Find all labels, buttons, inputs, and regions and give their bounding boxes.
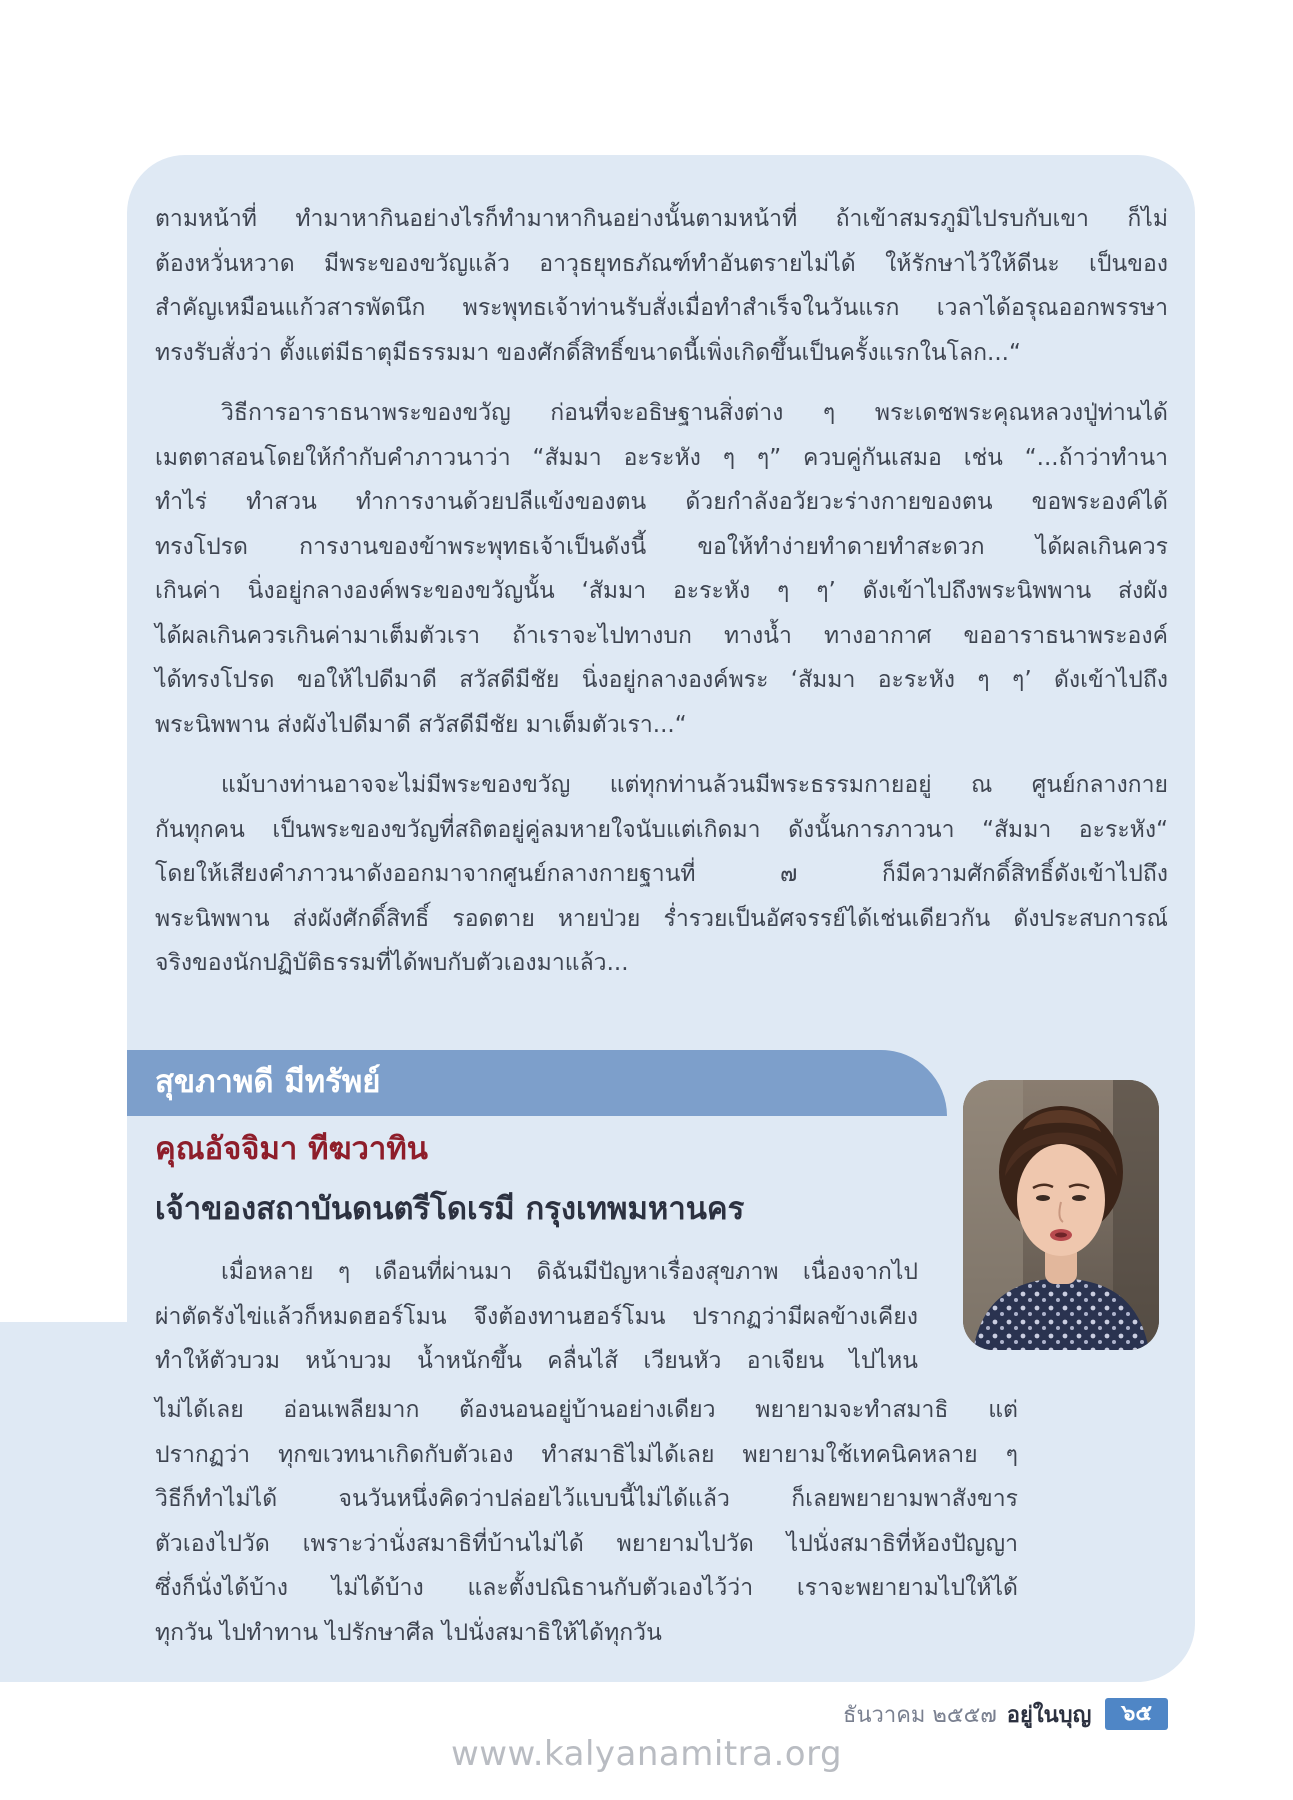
page-footer [843, 1697, 1168, 1731]
paragraph-2 [155, 391, 1168, 747]
text-line: สำคัญเหมือนแก้วสารพัดนึก พระพุทธเจ้าท่านรับสั่งเมื่อทำสำเร็จในวันแรก เวลาได้อรุณออกพรรษา [155, 295, 1168, 321]
text-line: ปรากฏว่า ทุกขเวทนาเกิดกับตัวเอง ทำสมาธิไม่ได้เลย พยายามใช้เทคนิคหลาย ๆ [155, 1441, 1018, 1468]
text-line: จริงของนักปฏิบัติธรรมที่ได้พบกับตัวเองมาแล้ว... [155, 950, 629, 976]
text-line: เกินค่า นิ่งอยู่กลางองค์พระของขวัญนั้น ‘สัมมา อะระหัง ๆ ๆ’ ดังเข้าไปถึงพระนิพพาน ส่งผัง [155, 578, 1168, 604]
text-line: ตัวเองไปวัด เพราะว่านั่งสมาธิที่บ้านไม่ได้ พยายามไปวัด ไปนั่งสมาธิที่ห้องปัญญา [155, 1530, 1018, 1557]
text-line: ตามหน้าที่ ทำมาหากินอย่างไรก็ทำมาหากินอย่างนั้นตามหน้าที่ ถ้าเข้าสมรภูมิไปรบกับเขา ก็ไม่ [155, 206, 1168, 232]
text-line: ทำให้ตัวบวม หน้าบวม น้ำหนักขึ้น คลื่นไส้ เวียนหัว อาเจียน ไปไหน [155, 1348, 918, 1374]
person-organization: เจ้าของสถาบันดนตรีโดเรมี กรุงเทพมหานคร [155, 1191, 745, 1227]
text-line: ทรงรับสั่งว่า ตั้งแต่มีธาตุมีธรรมมา ของศักดิ์สิทธิ์ขนาดนี้เพิ่งเกิดขึ้นเป็นครั้งแรกในโลก...“ [155, 339, 1021, 366]
footer-magazine: อยู่ในบุญ [1006, 1702, 1092, 1728]
watermark: www.kalyanamitra.org [450, 1734, 843, 1774]
text-line: พระนิพพาน ส่งผังไปดีมาดี สวัสดีมีชัย มาเต็มตัวเรา...“ [155, 711, 687, 738]
text-line: ทรงโปรด การงานของข้าพระพุทธเจ้าเป็นดังนี้ ขอให้ทำง่ายทำดายทำสะดวก ได้ผลเกินควร [155, 533, 1168, 560]
text-line: วิธีก็ทำไม่ได้ จนวันหนึ่งคิดว่าปล่อยไว้แบบนี้ไม่ได้แล้ว ก็เลยพยายามพาสังขาร [155, 1486, 1018, 1512]
text-line: ทำไร่ ทำสวน ทำการงานด้วยปลีแข้งของตน ด้วยกำลังอวัยวะร่างกายของตน ขอพระองค์ได้ [155, 489, 1168, 515]
text-line: ต้องหวั่นหวาด มีพระของขวัญแล้ว อาวุธยุทธภัณฑ์ทำอันตรายไม่ได้ ให้รักษาไว้ให้ดีนะ เป็นของ [155, 250, 1168, 277]
page-number-badge: ๖๕ [1105, 1698, 1168, 1730]
paragraph-3 [155, 763, 1168, 986]
text-line: เมื่อหลาย ๆ เดือนที่ผ่านมา ดิฉันมีปัญหาเรื่องสุขภาพ เนื่องจากไป [221, 1259, 918, 1285]
text-line: แม้บางท่านอาจจะไม่มีพระของขวัญ แต่ทุกท่านล้วนมีพระธรรมกายอยู่ ณ ศูนย์กลางกาย [221, 772, 1168, 798]
panel-left-extension [0, 1322, 140, 1682]
text-line: ผ่าตัดรังไข่แล้วก็หมดฮอร์โมน จึงต้องทานฮอร์โมน ปรากฏว่ามีผลข้างเคียง [155, 1303, 918, 1330]
story-narrow [155, 1250, 918, 1384]
text-line: กันทุกคน เป็นพระของขวัญที่สถิตอยู่คู่ลมหายใจนับแต่เกิดมา ดังนั้นการภาวนา “สัมมา อะระหัง“ [155, 816, 1168, 843]
article-top [155, 197, 1168, 986]
portrait-photo [963, 1080, 1159, 1350]
text-line: พระนิพพาน ส่งผังศักดิ์สิทธิ์ รอดตาย หายป่วย ร่ำรวยเป็นอัศจรรย์ได้เช่นเดียวกัน ดังประสบการณ์ [155, 905, 1168, 932]
text-line: เมตตาสอนโดยให้กำกับคำภาวนาว่า “สัมมา อะระหัง ๆ ๆ” ควบคู่กันเสมอ เช่น “...ถ้าว่าทำนา [155, 444, 1168, 471]
text-line: โดยให้เสียงคำภาวนาดังออกมาจากศูนย์กลางกายฐานที่ ๗ ก็มีความศักดิ์สิทธิ์ดังเข้าไปถึง [155, 861, 1168, 887]
story-wide [155, 1388, 1018, 1655]
text-line: วิธีการอาราธนาพระของขวัญ ก่อนที่จะอธิษฐานสิ่งต่าง ๆ พระเดชพระคุณหลวงปู่ท่านได้ [221, 400, 1168, 426]
text-line: ได้ผลเกินควรเกินค่ามาเต็มตัวเรา ถ้าเราจะไปทางบก ทางน้ำ ทางอากาศ ขออาราธนาพระองค์ [155, 622, 1168, 649]
person-name: คุณอัจจิมา ทีฆวาทิน [155, 1131, 428, 1167]
text-line: ทุกวัน ไปทำทาน ไปรักษาศีล ไปนั่งสมาธิให้ได้ทุกวัน [155, 1619, 662, 1646]
section-title: สุขภาพดี มีทรัพย์ [155, 1064, 381, 1100]
paragraph-1 [155, 197, 1168, 375]
portrait-illustration [963, 1080, 1159, 1350]
text-line: ได้ทรงโปรด ขอให้ไปดีมาดี สวัสดีมีชัย นิ่งอยู่กลางองค์พระ ‘สัมมา อะระหัง ๆ ๆ’ ดังเข้าไปถึง [155, 667, 1168, 693]
text-line: ไม่ได้เลย อ่อนเพลียมาก ต้องนอนอยู่บ้านอย่างเดียว พยายามจะทำสมาธิ แต่ [155, 1397, 1018, 1423]
footer-date: ธันวาคม ๒๕๕๗ [843, 1702, 997, 1728]
text-line: ซึ่งก็นั่งได้บ้าง ไม่ได้บ้าง และตั้งปณิธานกับตัวเองไว้ว่า เราจะพยายามไปให้ได้ [155, 1575, 1018, 1601]
